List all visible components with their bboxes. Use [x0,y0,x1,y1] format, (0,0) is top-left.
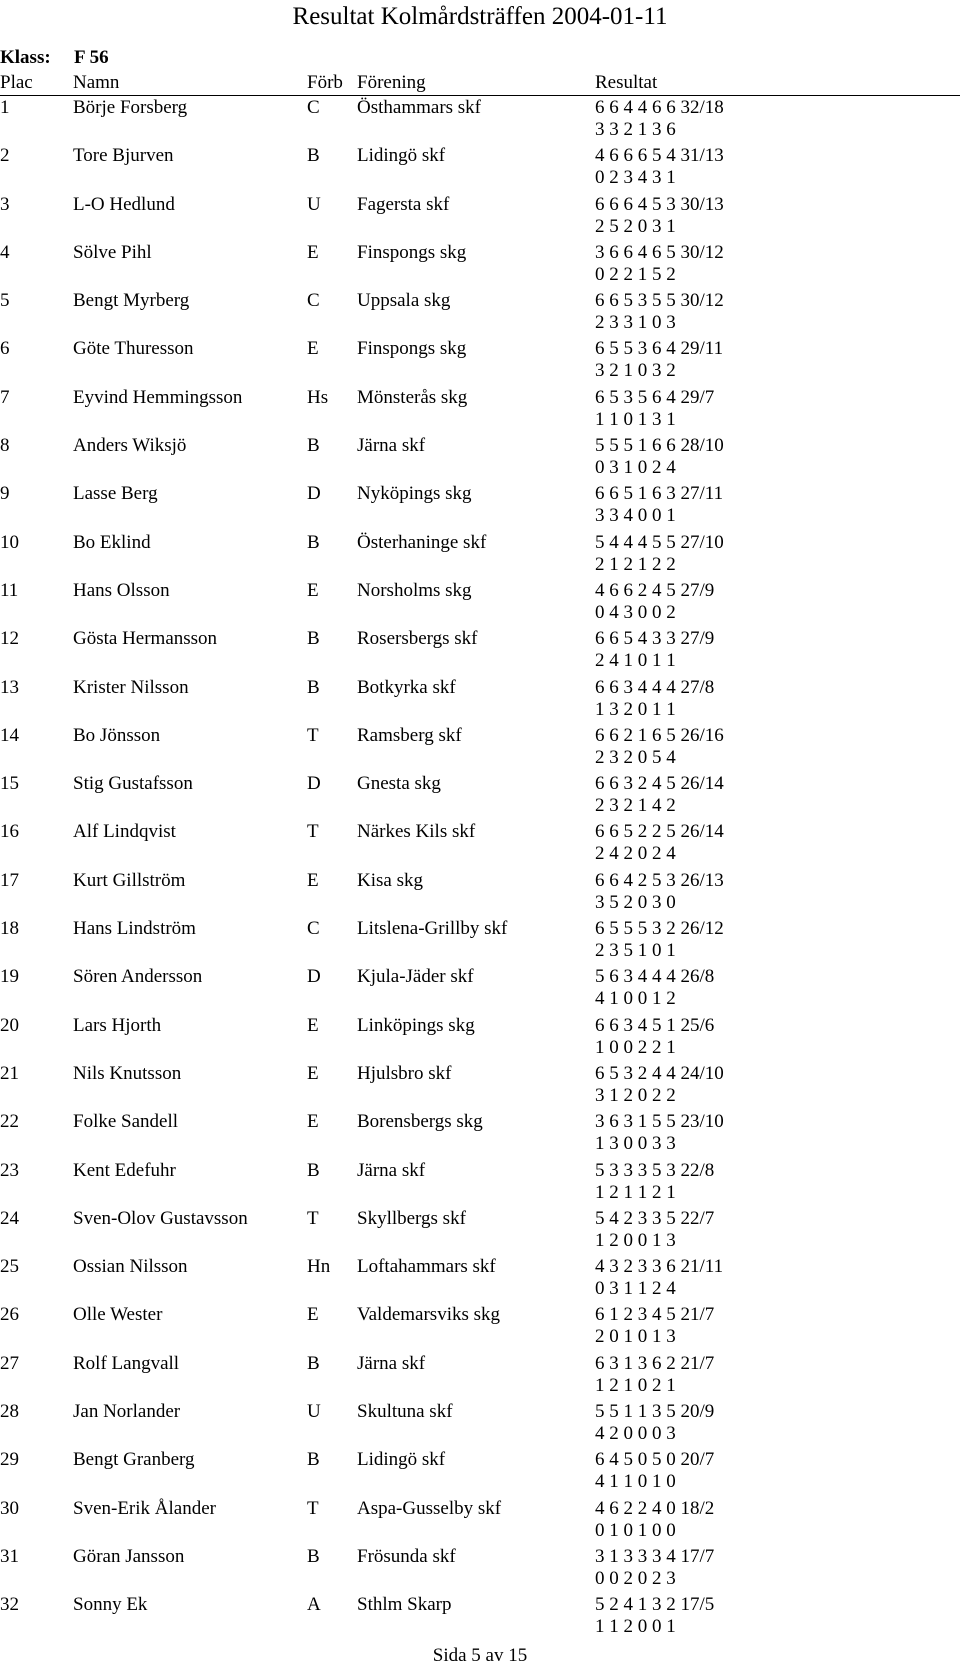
header-namn: Namn [73,72,120,93]
row-result-line2: 0 1 0 1 0 0 [595,1519,676,1541]
row-namn: Göte Thuresson [73,338,194,360]
row-result-line2: 3 5 2 0 3 0 [595,891,676,913]
row-forb: E [307,1014,319,1036]
row-forening: Finspongs skg [357,338,467,360]
table-row [0,579,960,627]
row-result-line1: 5 5 1 1 3 5 20/9 [595,1401,715,1423]
row-result-line2: 3 1 2 0 2 2 [595,1084,676,1106]
row-namn: Hans Olsson [73,579,170,601]
row-result-line2: 1 2 1 0 2 1 [595,1374,676,1396]
row-plac: 8 [0,435,10,457]
row-plac: 24 [0,1207,19,1229]
row-namn: Olle Wester [73,1304,163,1326]
row-result-line2: 1 3 0 0 3 3 [595,1133,676,1155]
row-result-line1: 3 6 3 1 5 5 23/10 [595,1111,724,1133]
table-row [0,772,960,820]
row-forb: E [307,869,319,891]
table-row [0,1593,960,1641]
row-plac: 9 [0,483,10,505]
row-forb: E [307,579,319,601]
header-forening: Förening [357,72,426,93]
row-plac: 23 [0,1159,19,1181]
row-forb: C [307,97,320,118]
row-forb: D [307,966,321,988]
row-forb: D [307,773,321,795]
table-row [0,917,960,965]
row-result-line1: 4 3 2 3 3 6 21/11 [595,1256,724,1278]
row-forb: B [307,1545,320,1567]
row-plac: 30 [0,1497,19,1519]
row-result-line1: 6 6 5 2 2 5 26/14 [595,821,724,843]
row-forb: E [307,1304,319,1326]
row-namn: Sven-Olov Gustavsson [73,1207,248,1229]
row-result-line1: 6 5 3 5 6 4 29/7 [595,386,715,408]
row-plac: 4 [0,241,10,263]
row-forening: Mönsterås skg [357,386,468,408]
row-forening: Ramsberg skf [357,724,462,746]
row-forening: Nyköpings skg [357,483,472,505]
row-forening: Uppsala skg [357,290,451,312]
row-result-line2: 1 3 2 0 1 1 [595,698,676,720]
row-plac: 31 [0,1545,19,1567]
row-result-line1: 6 6 2 1 6 5 26/16 [595,724,724,746]
row-result-line1: 4 6 2 2 4 0 18/2 [595,1497,715,1519]
row-forening: Fagersta skf [357,193,450,215]
row-plac: 25 [0,1256,19,1278]
row-result-line1: 6 5 3 2 4 4 24/10 [595,1062,724,1084]
table-row [0,531,960,579]
class-value: F 56 [74,47,109,68]
row-forening: Litslena-Grillby skf [357,918,508,940]
row-result-line2: 3 3 2 1 3 6 [595,119,676,140]
page-footer: Sida 5 av 15 [432,1645,528,1666]
table-row [0,869,960,917]
row-namn: Göran Jansson [73,1545,185,1567]
row-forening: Skultuna skf [357,1401,453,1423]
table-row [0,1303,960,1351]
row-result-line2: 0 2 2 1 5 2 [595,263,676,285]
row-result-line1: 5 2 4 1 3 2 17/5 [595,1594,715,1616]
row-result-line2: 2 3 5 1 0 1 [595,940,676,962]
row-plac: 18 [0,918,19,940]
row-plac: 11 [0,579,19,601]
row-namn: Lasse Berg [73,483,158,505]
row-namn: Bengt Granberg [73,1449,195,1471]
row-forb: C [307,918,320,940]
row-forening: Östhammars skf [357,97,482,118]
row-result-line2: 3 2 1 0 3 2 [595,360,676,382]
row-result-line2: 2 1 2 1 2 2 [595,553,676,575]
row-plac: 3 [0,193,10,215]
row-result-line1: 5 6 3 4 4 4 26/8 [595,966,715,988]
row-forening: Loftahammars skf [357,1256,496,1278]
row-namn: Hans Lindström [73,918,196,940]
table-row [0,1110,960,1158]
row-namn: L-O Hedlund [73,193,175,215]
row-forb: D [307,483,321,505]
row-namn: Bengt Myrberg [73,290,190,312]
table-row [0,724,960,772]
row-result-line1: 6 6 4 2 5 3 26/13 [595,869,724,891]
row-forb: U [307,1401,321,1423]
row-plac: 2 [0,145,10,167]
row-forb: B [307,145,320,167]
row-result-line2: 2 5 2 0 3 1 [595,215,676,237]
row-plac: 10 [0,531,19,553]
row-forb: A [307,1594,321,1616]
row-namn: Eyvind Hemmingsson [73,386,243,408]
row-namn: Tore Bjurven [73,145,174,167]
row-namn: Sonny Ek [73,1594,148,1616]
row-forb: B [307,628,320,650]
row-forb: B [307,1449,320,1471]
row-forb: E [307,338,319,360]
row-result-line1: 4 6 6 2 4 5 27/9 [595,579,715,601]
row-result-line2: 2 4 2 0 2 4 [595,843,676,865]
table-row [0,1400,960,1448]
row-forb: B [307,676,320,698]
row-result-line2: 1 1 0 1 3 1 [595,408,676,430]
row-plac: 13 [0,676,19,698]
table-row [0,1062,960,1110]
row-plac: 15 [0,773,19,795]
row-result-line1: 5 4 4 4 5 5 27/10 [595,531,724,553]
table-row [0,676,960,724]
row-result-line1: 6 6 5 1 6 3 27/11 [595,483,724,505]
row-forening: Österhaninge skf [357,531,487,553]
row-forb: B [307,1352,320,1374]
row-result-line2: 0 4 3 0 0 2 [595,601,676,623]
header-resultat: Resultat [595,72,658,93]
table-row [0,144,960,192]
row-result-line2: 1 0 0 2 2 1 [595,1036,676,1058]
row-forening: Norsholms skg [357,579,472,601]
row-result-line2: 4 1 0 0 1 2 [595,988,676,1010]
table-row [0,1352,960,1400]
table-row [0,820,960,868]
row-plac: 19 [0,966,19,988]
table-row [0,337,960,385]
row-forening: Finspongs skg [357,241,467,263]
row-namn: Rolf Langvall [73,1352,180,1374]
table-row [0,1545,960,1593]
row-forening: Skyllbergs skf [357,1207,466,1229]
row-result-line2: 0 2 3 4 3 1 [595,167,676,189]
row-namn: Alf Lindqvist [73,821,176,843]
row-result-line2: 4 1 1 0 1 0 [595,1471,676,1493]
row-plac: 7 [0,386,10,408]
row-namn: Folke Sandell [73,1111,179,1133]
row-plac: 1 [0,97,10,118]
row-plac: 5 [0,290,10,312]
row-forb: E [307,241,319,263]
row-result-line2: 1 1 2 0 0 1 [595,1616,676,1638]
row-forening: Frösunda skf [357,1545,456,1567]
row-plac: 27 [0,1352,19,1374]
row-forb: B [307,1159,320,1181]
row-forening: Lidingö skf [357,1449,446,1471]
class-line [0,46,109,70]
row-namn: Lars Hjorth [73,1014,162,1036]
row-result-line1: 3 6 6 4 6 5 30/12 [595,241,724,263]
row-result-line1: 6 6 5 3 5 5 30/12 [595,290,724,312]
row-result-line1: 6 6 6 4 5 3 30/13 [595,193,724,215]
table-row [0,386,960,434]
row-namn: Gösta Hermansson [73,628,218,650]
table-row [0,1159,960,1207]
row-result-line2: 2 3 2 0 5 4 [595,746,676,768]
row-plac: 29 [0,1449,19,1471]
row-forening: Botkyrka skf [357,676,456,698]
row-result-line2: 4 2 0 0 0 3 [595,1423,676,1445]
row-result-line1: 5 4 2 3 3 5 22/7 [595,1207,715,1229]
row-forb: T [307,724,319,746]
row-forening: Aspa-Gusselby skf [357,1497,502,1519]
row-namn: Sören Andersson [73,966,203,988]
row-result-line2: 3 3 4 0 0 1 [595,505,676,527]
row-namn: Ossian Nilsson [73,1256,188,1278]
row-result-line1: 6 3 1 3 6 2 21/7 [595,1352,715,1374]
row-result-line1: 6 5 5 3 6 4 29/11 [595,338,724,360]
table-row [0,1497,960,1545]
table-row [0,482,960,530]
row-forening: Valdemarsviks skg [357,1304,501,1326]
row-forb: Hn [307,1256,331,1278]
row-forb: Hs [307,386,329,408]
row-forb: B [307,435,320,457]
table-row [0,1448,960,1496]
table-row [0,241,960,289]
row-result-line1: 6 6 5 4 3 3 27/9 [595,628,715,650]
row-result-line1: 5 5 5 1 6 6 28/10 [595,435,724,457]
row-namn: Krister Nilsson [73,676,189,698]
results-list [0,96,960,1642]
table-row [0,627,960,675]
row-namn: Sven-Erik Ålander [73,1497,216,1519]
table-row [0,1255,960,1303]
row-forb: T [307,1497,319,1519]
page-title: Resultat Kolmårdsträffen 2004-01-11 [292,3,668,30]
row-plac: 6 [0,338,10,360]
row-forb: B [307,531,320,553]
row-forb: E [307,1062,319,1084]
row-result-line1: 3 1 3 3 3 4 17/7 [595,1545,715,1567]
row-plac: 32 [0,1594,19,1616]
row-namn: Bo Jönsson [73,724,161,746]
row-result-line2: 1 2 0 0 1 3 [595,1229,676,1251]
row-forening: Kisa skg [357,869,423,891]
row-namn: Stig Gustafsson [73,773,193,795]
row-forening: Linköpings skg [357,1014,475,1036]
row-result-line2: 0 3 1 0 2 4 [595,457,676,479]
row-result-line2: 2 0 1 0 1 3 [595,1326,676,1348]
row-result-line2: 1 2 1 1 2 1 [595,1181,676,1203]
table-row [0,1014,960,1062]
row-forening: Hjulsbro skf [357,1062,452,1084]
table-row [0,193,960,241]
row-plac: 17 [0,869,19,891]
row-forb: E [307,1111,319,1133]
row-forening: Lidingö skf [357,145,446,167]
row-forening: Kjula-Jäder skf [357,966,474,988]
row-result-line1: 6 6 3 4 4 4 27/8 [595,676,715,698]
row-result-line2: 0 0 2 0 2 3 [595,1567,676,1589]
row-plac: 28 [0,1401,19,1423]
row-forening: Borensbergs skg [357,1111,483,1133]
row-plac: 22 [0,1111,19,1133]
row-forb: T [307,1207,319,1229]
row-namn: Sölve Pihl [73,241,152,263]
row-forening: Gnesta skg [357,773,441,795]
row-plac: 16 [0,821,19,843]
row-result-line1: 6 6 3 2 4 5 26/14 [595,773,724,795]
row-forening: Järna skf [357,435,426,457]
table-row [0,1207,960,1255]
table-header [0,71,960,96]
row-forb: C [307,290,320,312]
row-namn: Anders Wiksjö [73,435,187,457]
row-result-line2: 2 3 3 1 0 3 [595,312,676,334]
row-plac: 14 [0,724,19,746]
row-plac: 26 [0,1304,19,1326]
row-plac: 20 [0,1014,19,1036]
row-forening: Järna skf [357,1352,426,1374]
class-label: Klass: [0,47,51,68]
row-result-line2: 2 3 2 1 4 2 [595,795,676,817]
row-forening: Närkes Kils skf [357,821,476,843]
row-plac: 12 [0,628,19,650]
row-namn: Börje Forsberg [73,97,188,118]
table-row [0,434,960,482]
row-result-line1: 6 4 5 0 5 0 20/7 [595,1449,715,1471]
row-result-line2: 0 3 1 1 2 4 [595,1278,676,1300]
row-forening: Sthlm Skarp [357,1594,452,1616]
row-result-line1: 6 6 3 4 5 1 25/6 [595,1014,715,1036]
row-namn: Kurt Gillström [73,869,186,891]
row-plac: 21 [0,1062,19,1084]
row-result-line1: 6 6 4 4 6 6 32/18 [595,97,724,118]
row-result-line1: 6 1 2 3 4 5 21/7 [595,1304,715,1326]
table-row [0,96,960,144]
row-forening: Rosersbergs skf [357,628,478,650]
row-forb: T [307,821,319,843]
table-row [0,289,960,337]
table-row [0,965,960,1013]
row-result-line1: 4 6 6 6 5 4 31/13 [595,145,724,167]
row-forb: U [307,193,321,215]
row-result-line1: 5 3 3 3 5 3 22/8 [595,1159,715,1181]
row-result-line1: 6 5 5 5 3 2 26/12 [595,918,724,940]
header-forb: Förb [307,72,343,93]
row-namn: Nils Knutsson [73,1062,182,1084]
row-namn: Bo Eklind [73,531,151,553]
row-namn: Kent Edefuhr [73,1159,176,1181]
header-plac: Plac [0,72,33,93]
row-namn: Jan Norlander [73,1401,181,1423]
row-forening: Järna skf [357,1159,426,1181]
row-result-line2: 2 4 1 0 1 1 [595,650,676,672]
